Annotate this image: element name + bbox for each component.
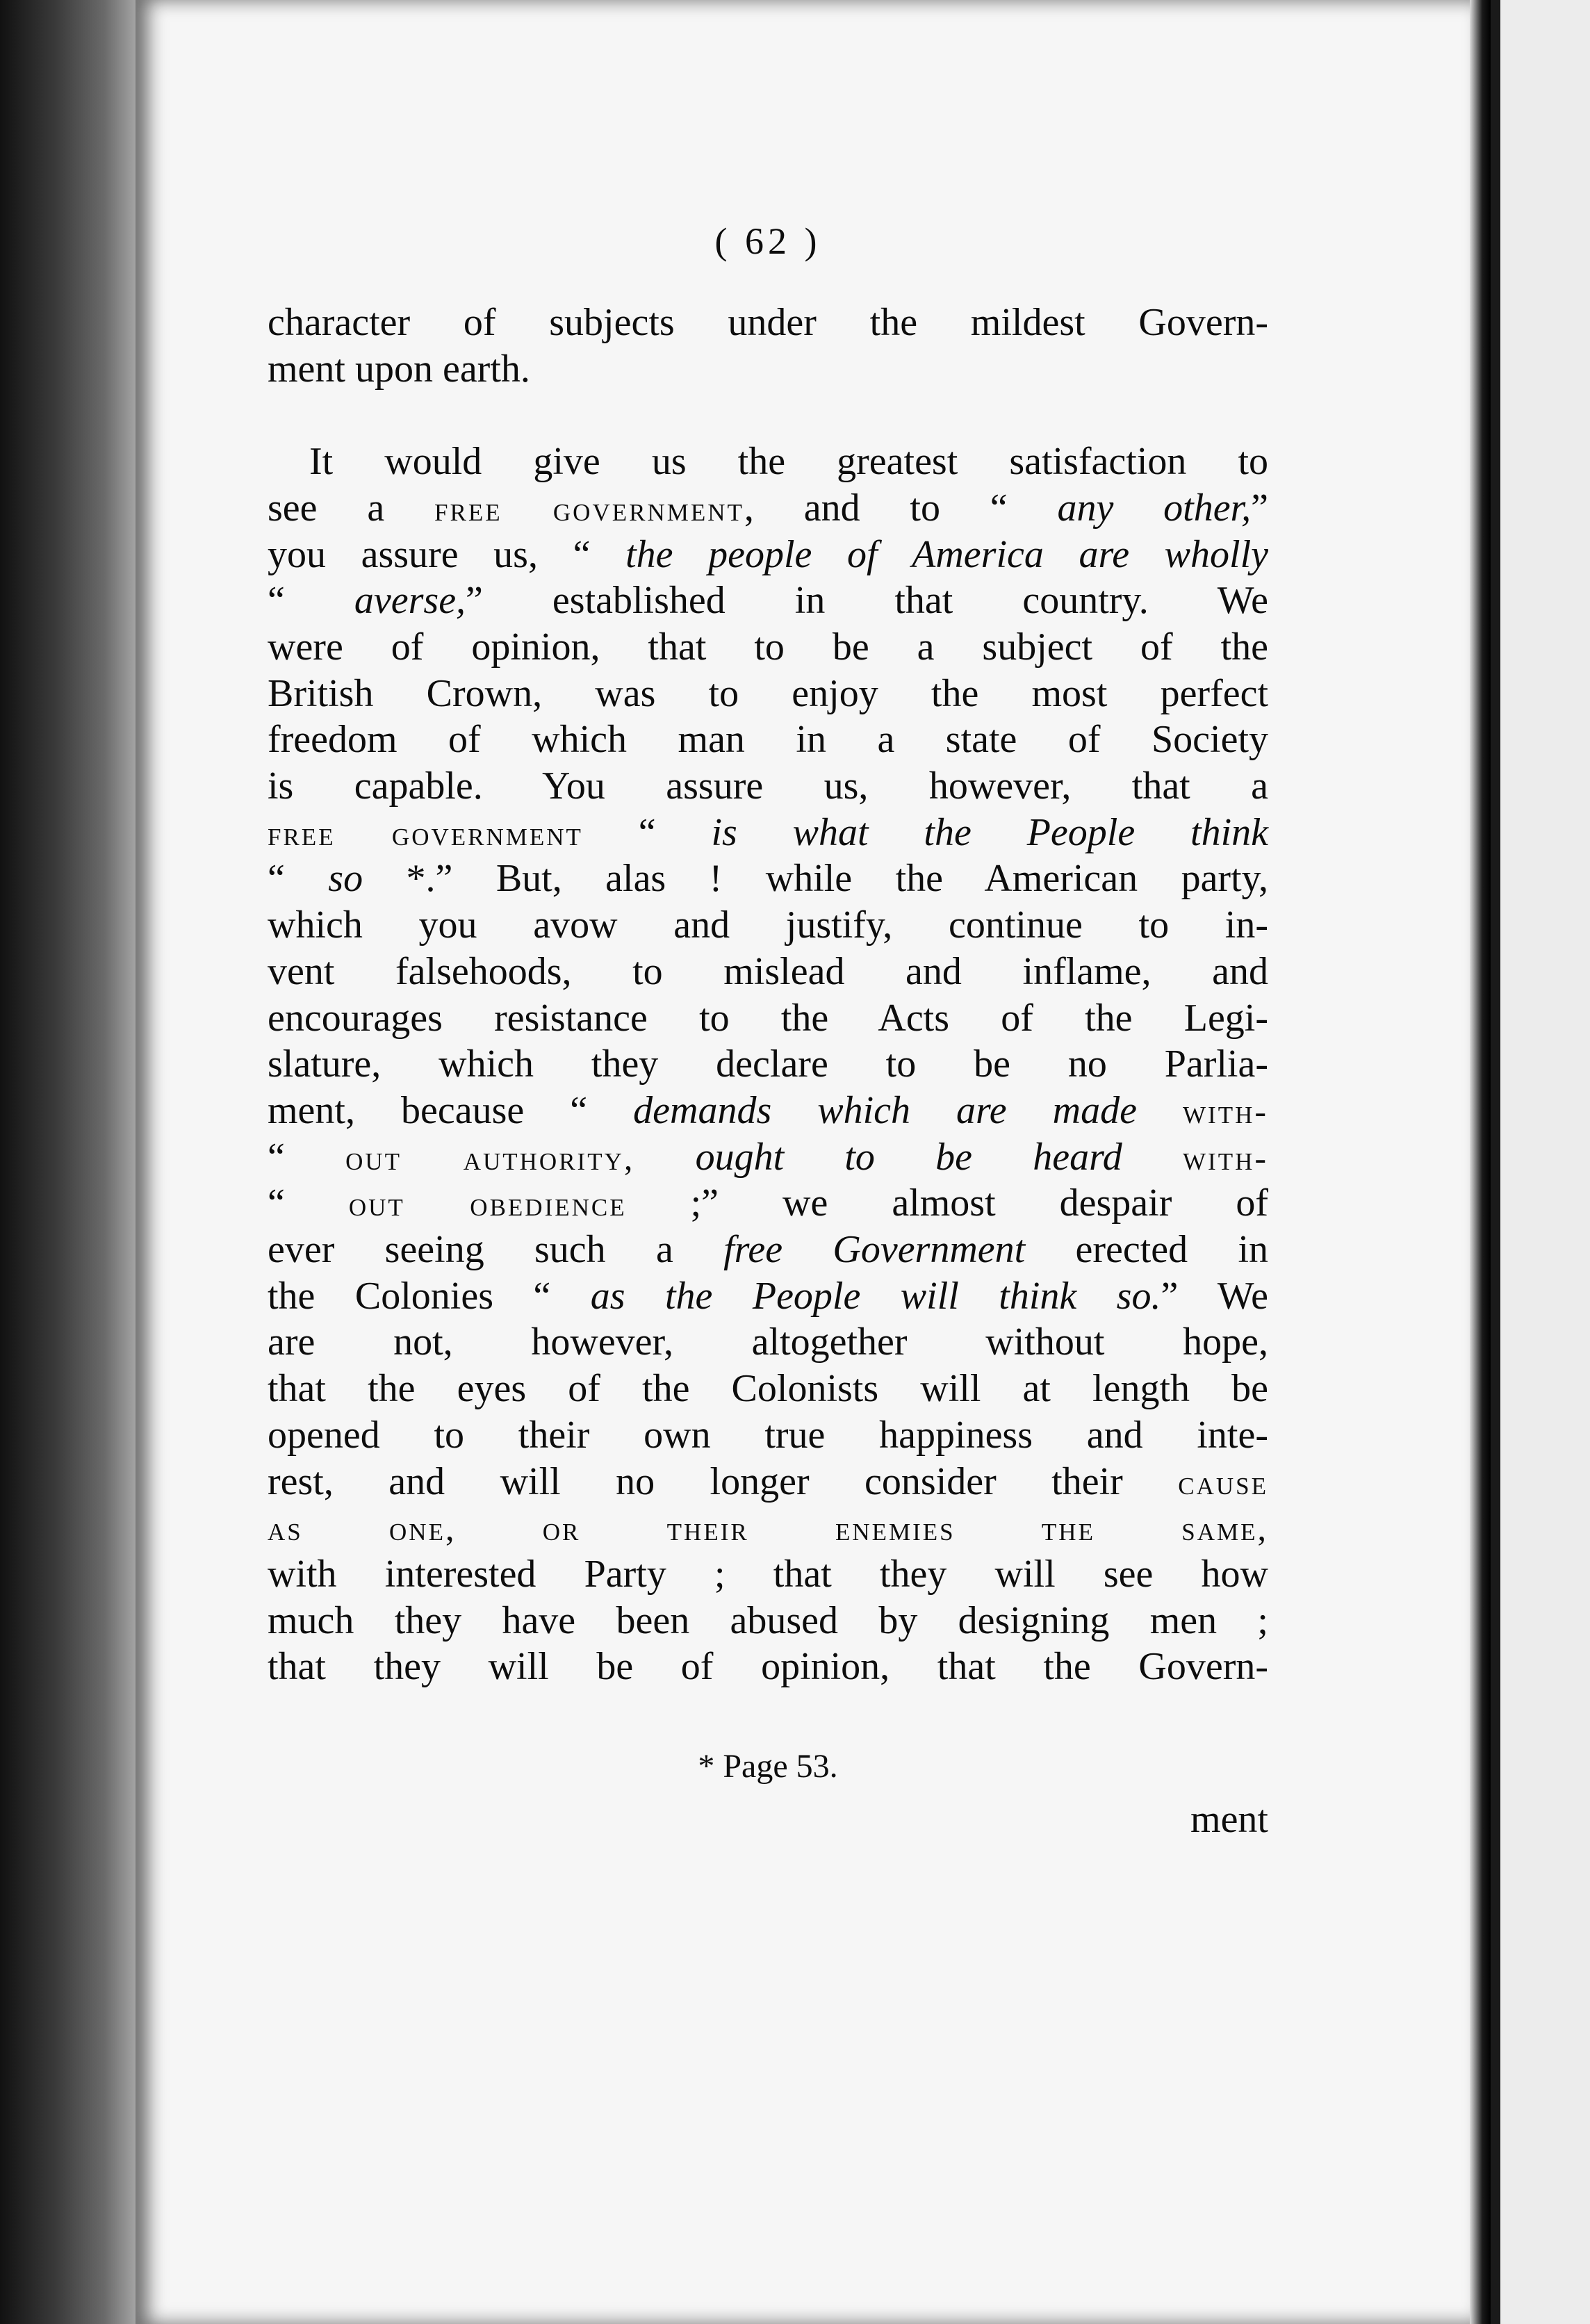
text-line <box>268 1411 1268 1459</box>
text-run: with interested Party ; that they will see how <box>268 1553 1268 1596</box>
text-run: ment, because “ <box>268 1089 634 1132</box>
text-run: out authority, <box>345 1138 635 1177</box>
text-run: demands which are made <box>633 1089 1137 1132</box>
text-line <box>268 1597 1268 1644</box>
text-run: much they have been abused by designing men ; <box>268 1599 1268 1642</box>
text-run: so <box>328 857 363 900</box>
text-run: is capable. You assure us, however, that a <box>268 764 1268 808</box>
text-run: that they will be of opinion, that the Govern- <box>268 1645 1268 1688</box>
text-line <box>268 855 1268 902</box>
text-run: free Government <box>723 1228 1026 1271</box>
text-line <box>268 577 1268 624</box>
text-run: were of opinion, that to be a subject of the <box>268 625 1268 669</box>
text-run: ever seeing such a <box>268 1228 724 1271</box>
text-run: with- <box>1183 1092 1268 1131</box>
text-line <box>268 1179 1268 1227</box>
text-run: character of subjects under the mildest Govern- <box>268 301 1268 344</box>
text-line <box>268 1504 1268 1551</box>
text-run: with- <box>1183 1138 1269 1177</box>
text-line <box>268 1087 1268 1134</box>
text-line <box>268 1273 1268 1320</box>
page-edge <box>1470 0 1491 2324</box>
text-run: are not, however, altogether without hope, <box>268 1320 1268 1364</box>
text-run: erected in <box>1025 1228 1268 1271</box>
text-run: you assure us, “ <box>268 533 626 576</box>
footnote: * Page 53. <box>698 1748 838 1785</box>
text-line <box>268 484 1268 532</box>
text-run: is what the People think <box>711 811 1268 854</box>
text-run: “ <box>268 1136 346 1179</box>
text-line <box>268 391 1268 439</box>
text-run: free government <box>434 489 744 528</box>
text-run: that the eyes of the Colonists will at length be <box>268 1367 1268 1410</box>
text-run: “ <box>268 579 354 622</box>
text-run: ought to be heard <box>695 1136 1122 1179</box>
text-line <box>268 1365 1268 1412</box>
text-line <box>268 438 1268 485</box>
text-run: ment upon earth. <box>268 347 530 391</box>
text-line <box>268 1040 1268 1088</box>
text-line <box>268 1458 1268 1505</box>
text-run <box>634 1136 695 1179</box>
text-line <box>268 1318 1268 1366</box>
text-line <box>268 716 1268 763</box>
text-run: slature, which they declare to be no Parlia- <box>268 1042 1268 1086</box>
text-run: the people of America are wholly <box>625 533 1269 576</box>
text-run: ” established in that country. We <box>466 579 1269 622</box>
text-line <box>268 948 1268 995</box>
text-line <box>268 762 1268 810</box>
text-line <box>268 1643 1268 1690</box>
text-line <box>268 1550 1268 1598</box>
text-run: , and to “ <box>744 486 1058 530</box>
text-run: opened to their own true happiness and inte- <box>268 1414 1268 1457</box>
text-line <box>268 995 1268 1042</box>
text-run: rest, and will no longer consider their <box>268 1460 1179 1503</box>
text-run: freedom of which man in a state of Society <box>268 718 1268 761</box>
text-run: the Colonies “ <box>268 1275 591 1318</box>
text-run: British Crown, was to enjoy the most perfect <box>268 672 1268 715</box>
text-line <box>268 531 1268 578</box>
text-line <box>268 345 1268 393</box>
text-line <box>268 1134 1268 1181</box>
catchword: ment <box>1190 1798 1268 1841</box>
text-run: encourages resistance to the Acts of the Legi- <box>268 997 1268 1040</box>
text-run: vent falsehoods, to mislead and inflame, and <box>268 950 1268 993</box>
text-line <box>268 809 1268 856</box>
text-run: see a <box>268 486 435 530</box>
text-run: which you avow and justify, continue to in- <box>268 903 1268 947</box>
text-run: ;” we almost despair of <box>626 1181 1268 1225</box>
text-run: “ <box>268 1181 349 1225</box>
text-run: free government <box>268 814 583 853</box>
text-run <box>1137 1089 1183 1132</box>
page-number: ( 62 ) <box>714 220 821 262</box>
text-run: *.” But, alas ! while the American party, <box>363 857 1268 900</box>
text-line <box>268 901 1268 949</box>
text-line <box>268 299 1268 346</box>
text-run: “ <box>582 811 712 854</box>
text-run: out obedience <box>348 1184 627 1223</box>
text-line <box>268 670 1268 717</box>
text-run: averse, <box>354 579 466 622</box>
text-run: It would give us the greatest satisfaction to <box>309 440 1268 483</box>
text-run: any other, <box>1057 486 1252 530</box>
text-line <box>268 623 1268 671</box>
text-run: as the People will think so. <box>590 1275 1161 1318</box>
text-run: as one, or their enemies the same, <box>268 1509 1268 1548</box>
book-gutter <box>0 0 139 2324</box>
text-run: ” We <box>1161 1275 1269 1318</box>
text-run: cause <box>1178 1463 1268 1502</box>
text-run <box>1122 1136 1183 1179</box>
facing-page-strip <box>1491 0 1590 2324</box>
text-line <box>268 1226 1268 1273</box>
text-run: “ <box>268 857 329 900</box>
text-run: ” <box>1251 486 1268 530</box>
